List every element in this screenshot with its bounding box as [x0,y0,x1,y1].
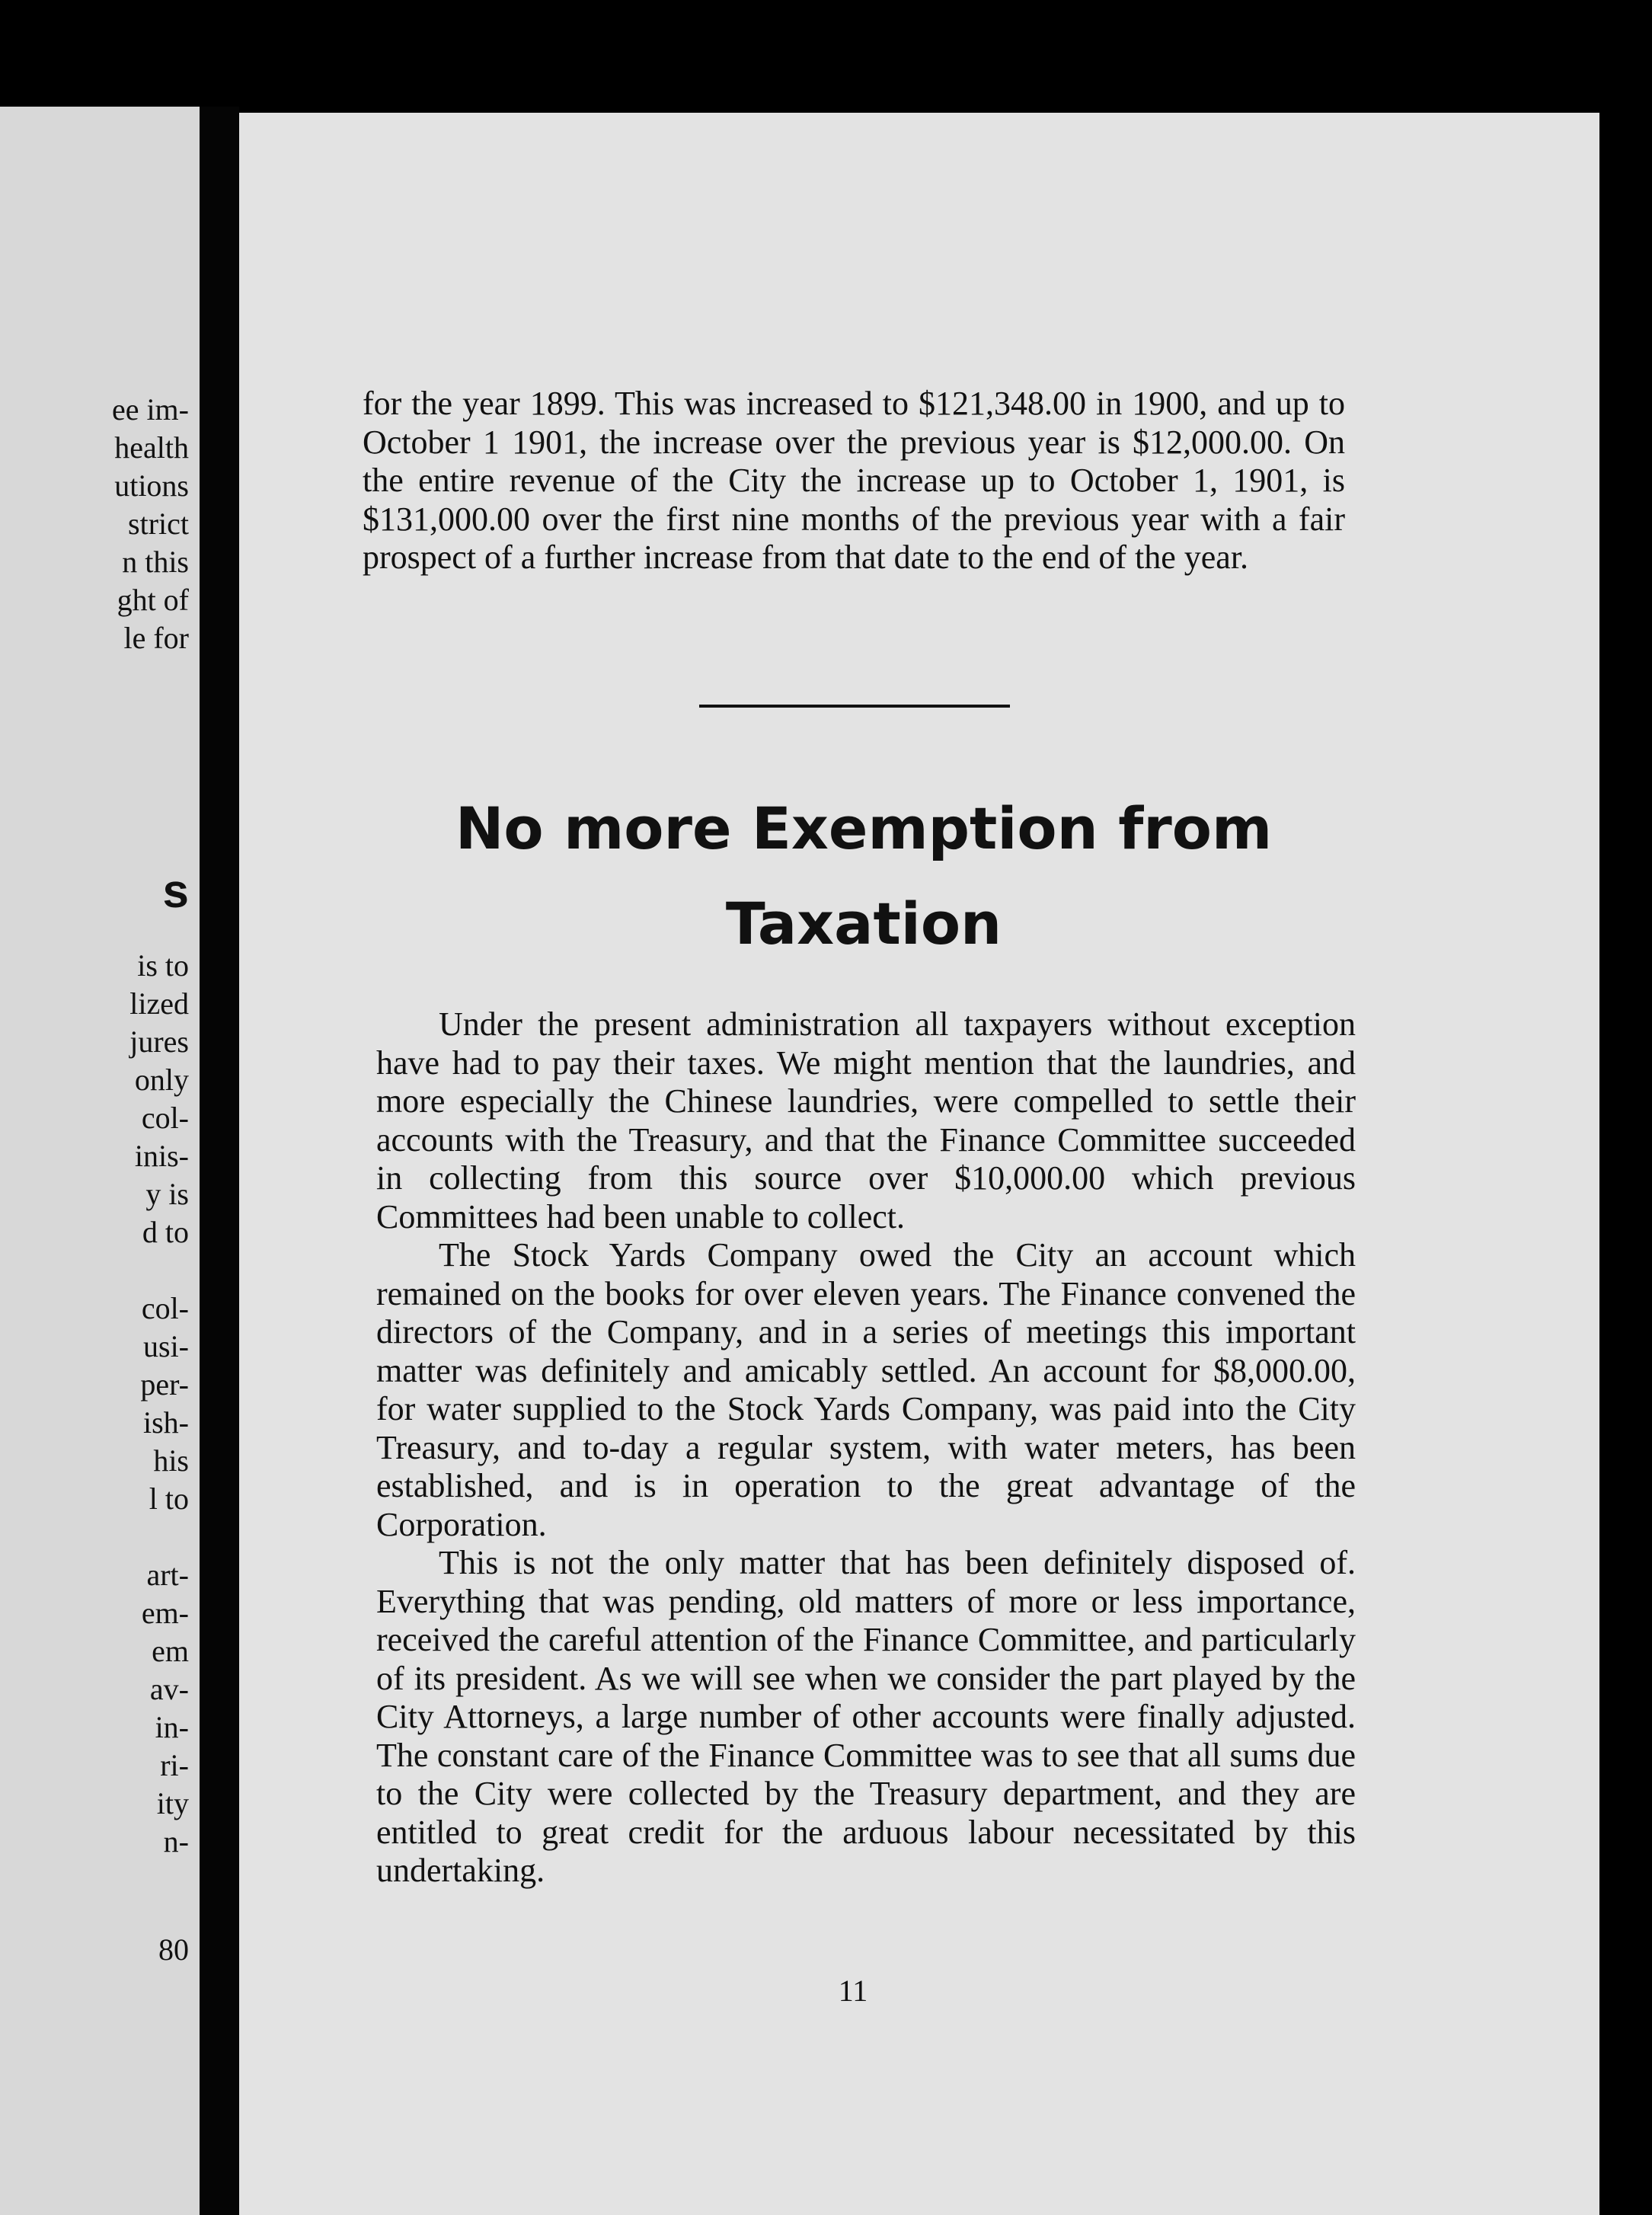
left-text-line: ee im- [111,392,189,427]
previous-page-fragment [0,107,200,2215]
left-text-line: usi- [143,1329,189,1363]
left-text-line: ity [156,1786,189,1820]
left-text-line: ish- [143,1405,189,1440]
body-paragraph: The Stock Yards Company owed the City an account which remained on the books for over eleven years. The Finance convened the directors of the Company, and in a series of meetings this important matter was definitely and amicably settled. An account for $8,000.00, for water supplied to the Stock Yards Company, was paid into the City Treasury, and to-day a regular system, with water meters, has been established, and is in operation to the great advantage of the Corporation. [376,1236,1356,1543]
scan-border [1599,107,1652,2215]
left-text-line: utions [114,468,189,503]
left-text-line: n this [122,545,189,579]
book-binding-gutter [200,107,239,2215]
left-text-line: y is [145,1177,189,1211]
left-text-line: av- [149,1672,189,1706]
left-text-line: art- [146,1558,189,1592]
body-paragraph: This is not the only matter that has been definitely disposed of. Everything that was pending, old matters of more or less importance, received the careful attention of the Finance Committee, and particularly of its president. As we will see when we consider the part played by the City Attorneys, a large number of other accounts were finally adjusted. The constant care of the Finance Committee was to see that all sums due to the City were collected by the Treasury department, and they are entitled to great credit for the arduous labour necessitated by this undertaking. [376,1544,1356,1889]
section-heading-line-1: No more Exemption from [455,794,1273,862]
body-text-block [376,1005,1356,1891]
left-text-line: his [153,1443,189,1478]
left-text-line: d to [142,1215,189,1249]
left-text-line: ri- [160,1748,189,1782]
left-text-line: ght of [117,583,189,617]
left-text-line: col- [141,1101,189,1135]
left-text-line: l to [149,1481,189,1516]
left-text-line: per- [140,1367,189,1402]
intro-paragraph-block [363,385,1345,577]
left-text-line: inis- [134,1139,189,1173]
left-text-line: em [152,1634,189,1668]
left-text-line: in- [155,1710,189,1744]
left-text-line: em- [141,1596,189,1630]
left-text-line: le for [123,621,189,655]
section-divider [699,705,1010,708]
left-text-line: only [134,1063,189,1097]
page-number: 11 [838,1974,868,2008]
intro-paragraph: for the year 1899. This was increased to $121,348.00 in 1900, and up to October 1 1901, the increase over the previous year is $12,000.00. On the entire revenue of the City the increase up to October 1, 1901, is $131,000.00 over the first nine months of the previous year with a fair prospect of a further increase from that date to the end of the year. [363,385,1345,576]
left-text-line: strict [128,507,189,541]
body-paragraph: Under the present administration all taxpayers without exception have had to pay their taxes. We might mention that the laundries, and more especially the Chinese laundries, were compelled to settle their accounts with the Treasury, and that the Finance Committee succeeded in collecting from this source over $10,000.00 which previous Committees had been unable to collect. [376,1005,1356,1235]
left-text-line: col- [141,1291,189,1325]
left-text-line: health [114,430,189,465]
left-page-number: 80 [158,1932,189,1967]
section-heading-line-2: Taxation [725,890,1002,957]
left-text-line: n- [163,1824,189,1859]
left-text-line: jures [129,1024,189,1059]
left-text-line: is to [137,948,189,983]
left-text-line: lized [129,986,189,1021]
left-heading-fragment: s [162,865,189,918]
